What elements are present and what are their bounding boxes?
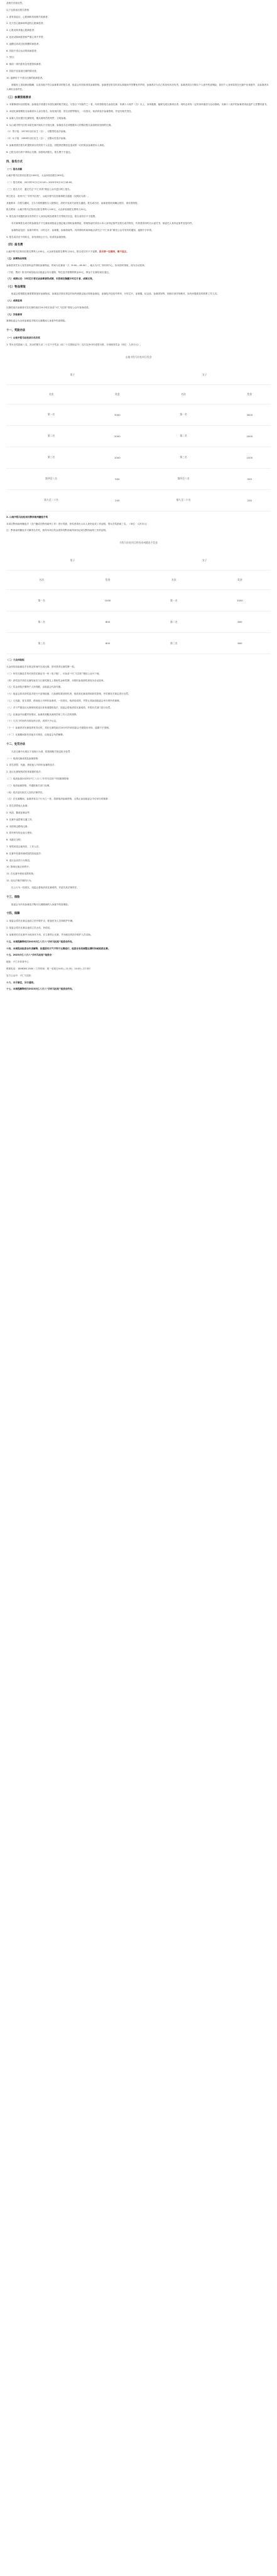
col-female: 女子 bbox=[138, 365, 271, 385]
head-rank: 名次 bbox=[138, 384, 228, 404]
paragraph: 5. 报名选手须提供真实有效的个人身份证明及联系方式等相关信息，报名成功后不予退费。 bbox=[6, 215, 97, 218]
paragraph: 9. 其他不宜参加比赛的情况者。 bbox=[6, 69, 39, 72]
paragraph: （二）大众体验组 bbox=[6, 659, 24, 662]
head-prize: 奖金 bbox=[77, 571, 138, 590]
rank-cell: 第一名 bbox=[6, 404, 96, 425]
prize-cell: 200 bbox=[96, 489, 138, 511]
paragraph: 7. 孕妇； bbox=[6, 56, 16, 59]
paragraph: （七）凡代跑、冒名顶替、借用他人号码布参赛者，一经查实，取消其成绩，并禁止其参加组委会举办的所有赛事。 bbox=[6, 700, 122, 703]
col-male: 男子 bbox=[6, 365, 138, 385]
col-female: 女子 bbox=[138, 551, 271, 571]
paragraph: 十七、本规程解释权归2023兴仁八月八“乡村马拉松”组委会所有。 bbox=[6, 988, 75, 991]
paragraph: 参赛物品包括：参赛号码布、计时芯片、参赛服、参赛指南等。具体领取时间和地点请关注“兴仁体育”微信公众号发布的通知，逾期不予补领。 bbox=[11, 228, 154, 231]
section-heading: 十一、奖励办法 bbox=[6, 329, 26, 333]
prize-cell: 800 bbox=[209, 611, 271, 633]
paragraph: （宁波、黑河）报名时间及地点由组委会另行通知，每位选手需缴纳押金20元，押金于比赛结束后退还。 bbox=[6, 270, 111, 274]
prize-cell: 2000 bbox=[229, 425, 271, 447]
table-row bbox=[6, 447, 271, 468]
paragraph: 组委会将根据比赛需要准备好参赛物品，参赛选手需在规定时间内到指定地点领取参赛包，参赛包内包括号码布、计时芯片、参赛服、纪念品、参赛须知等，领取后请仔细核对，如有问题请及时联系工作人员。 bbox=[11, 293, 219, 296]
items-section bbox=[6, 292, 271, 324]
paragraph: （九）其他事项 bbox=[6, 313, 23, 316]
paragraph: 比赛结束后参赛者可在比赛结束后24小时后登录“兴仁马拉松”微信公众号查询成绩。 bbox=[6, 306, 91, 309]
table-title: 山地半程马拉松项目奖金 bbox=[125, 355, 152, 359]
paragraph: 以下也将延迟报名资格： bbox=[6, 8, 31, 11]
paragraph: 2. 伪造、篡改参赛证件； bbox=[6, 811, 32, 814]
paragraph: （二）报名时间：2023年9月1日12:00—2023年9月12日18:00。 bbox=[6, 181, 74, 184]
paragraph: 2. 违反比赛规则或体育道德的选手； bbox=[6, 771, 43, 774]
paragraph: 十四、本规程由组委会负责解释，如遇恶劣天气不利于比赛进行，组委会有权调整比赛时间或取消比赛。 bbox=[6, 947, 111, 950]
prize-cell: 1000 bbox=[96, 447, 138, 468]
paragraph: 1. 男女各奖励前八名，其余的第九至二十名不予奖金（前二十名领取证书）名次以净计时成绩为准，分别颁发奖金（单位：人民币元）。 bbox=[6, 343, 143, 347]
paragraph: 1. 患有高血压、心脏病和其他相关疾病者； bbox=[6, 15, 50, 18]
paragraph: 参赛者须凭本人有效身份证件领取参赛物品，时间为比赛前一天（9:00—18:00），地点为兴仁市体育中心，如未按时领取，视为自动放弃。 bbox=[6, 264, 147, 267]
paragraph: 8. 赛前一周内患有急性感冒疾病者； bbox=[6, 63, 43, 66]
paragraph: 1. 组委会将在比赛沿途设立医疗救护点，配备医务人员和救护车辆。 bbox=[6, 920, 75, 923]
rank-cell: 第一名 bbox=[6, 590, 77, 611]
paragraph: 本次赛事报名成功的参赛选手于比赛前到组委会指定地点领取参赛物品，领取物品时须出示本人身份证原件及报名成功短信，代领者须同时出示委托书、被委托人身份证原件及复印件。 bbox=[11, 221, 195, 225]
prize-cell: 200 bbox=[229, 489, 271, 511]
paragraph: （八）对于严重违反比赛规则或违反体育道德的选手，组委会将取消其比赛成绩，并报有关部门进行处罚。 bbox=[6, 706, 112, 709]
highlight-text: 报名费一经缴纳，概不退还。 bbox=[99, 250, 129, 254]
paragraph: 4. 从山地半程马拉松本届比赛开始实行分组比赛，参赛选手必须根据本人的情况报名参加相应组别的比赛。 bbox=[6, 123, 113, 126]
section-heading: （四）报名费 bbox=[6, 243, 23, 247]
paragraph: （十）凡关门时间内未到达终点者，成绩不予认定。 bbox=[6, 720, 58, 723]
paragraph: 12. 违反法律法规的行为。 bbox=[6, 879, 33, 882]
paragraph: （一）报名名额 bbox=[6, 167, 23, 170]
paragraph: 其他要求：在报名期间，主办方将根据报名人数情况，适时开放或关闭报名通道。报名成功后，参赛者将收到确认短信，请妥善保管。 bbox=[6, 201, 140, 204]
paragraph: 报名费用：山地半程马拉松项目报名费每人100元，大众体验组报名费每人50元。 bbox=[6, 208, 89, 211]
section-heading: 十三、保险 bbox=[6, 895, 20, 899]
paragraph: （三）报名方式：通过关注“兴仁体育”微信公众号进行网上报名。 bbox=[6, 187, 72, 191]
head-prize: 奖金 bbox=[96, 384, 138, 404]
paragraph: 4. 冠状动脉病患者和严重心律不齐者； bbox=[6, 35, 46, 38]
local-award-section bbox=[6, 515, 271, 533]
section-heading: （三）参赛资格要求 bbox=[6, 96, 31, 100]
paragraph: 4. 未按规定路线比赛； bbox=[6, 825, 30, 828]
intro-section bbox=[6, 1, 271, 92]
paragraph: 1. 本赛事面向全国招募，参赛选手须遵守本届比赛的相关规定。凡符合下列条件之一者，均有资格报名参加比赛：年满十六周岁（含）以上，身体健康，能够完成比赛项目者；同时必须有一定的身体素质与运动基础。未满十八周岁的参赛者须由监护人签署同意书。 bbox=[6, 103, 269, 106]
paragraph: 本项目黔西南州籍选手（含户籍或在黔西南州工作）进行奖励，获奖者须出示本人身份证或工作证明，男女各奖励前三名。（单位：人民币元） bbox=[6, 522, 149, 525]
table-title: 半程马拉松项目黔西南州籍选手奖金 bbox=[119, 541, 158, 545]
eligibility-section bbox=[6, 103, 271, 155]
awards-section bbox=[6, 336, 271, 348]
paragraph: 以上行为一经查实，组委会将取消其比赛成绩，并追究其法律责任。 bbox=[11, 886, 79, 889]
paragraph: 十五、本规程解释权归2023兴仁八月八“乡村马拉松”组委会所有。 bbox=[6, 940, 75, 943]
paragraph: 5. 报名成功后不得转让，如发现转让行为，取消其参赛资格。 bbox=[6, 235, 68, 238]
paragraph: 组委会为所有参赛选手购买比赛期间的人身意外伤害保险。 bbox=[11, 903, 70, 906]
rank-cell: 第二名 bbox=[138, 425, 228, 447]
col-male: 男子 bbox=[6, 551, 138, 571]
paragraph: 2. 山地半程马拉松项目黔西南州籍选手奖 bbox=[6, 515, 48, 518]
paragraph: 1. 冒名顶替、代跑、借用他人号码布参赛的选手； bbox=[6, 764, 57, 767]
paragraph: 山地半程马拉松项目报名费每人100元，大众体验组报名费每人50元，报名成功后不予退费。报名费一经缴纳，概不退还。 bbox=[6, 250, 129, 254]
paragraph: 3. 参赛人员应遵守比赛规则，服从裁判员的判罚，文明参赛。 bbox=[6, 116, 68, 120]
prize-cell: 3000 bbox=[229, 404, 271, 425]
section-heading: （七）物品领取 bbox=[6, 286, 26, 289]
paragraph: 6. 已报名成功者不得转让名额，如需取消报名，报名费不予退还。 bbox=[6, 150, 73, 153]
table-row bbox=[6, 489, 271, 511]
prize-cell: 1000 bbox=[229, 447, 271, 468]
paragraph: 联系电话：18983611560（工作时间：周一至周五9:00—11:30，14:00—17:30） bbox=[6, 967, 92, 970]
table-row bbox=[6, 468, 271, 489]
paragraph: （二）取消参加2023年兴仁八月八“乡村马拉松”中国赛事资格： bbox=[6, 778, 71, 780]
paragraph: （九）比赛途中如遇突发情况，参赛者须服从裁判员和工作人员的指挥。 bbox=[6, 713, 79, 716]
head-rank: 名次 bbox=[6, 384, 96, 404]
paragraph: （十二）比赛期间如有其他未尽事宜，由组委会负责解释。 bbox=[6, 733, 65, 737]
head-prize: 奖金 bbox=[229, 384, 271, 404]
paragraph: （一）取消比赛成绩及参赛资格： bbox=[6, 757, 40, 760]
prize-cell: 1000 bbox=[77, 590, 138, 611]
paragraph: 6. 未跑完全程； bbox=[6, 839, 23, 842]
rank-cell: 第九至二十名 bbox=[6, 489, 96, 511]
head-prize: 奖金 bbox=[209, 571, 271, 590]
paragraph: （四）获奖选手须在比赛结束后当日颁奖典礼上领取奖金和奖牌，未按时参加颁奖者视为自动放弃。 bbox=[6, 679, 106, 682]
closing-section bbox=[6, 940, 271, 992]
rank-cell: 第三名 bbox=[6, 447, 96, 468]
paragraph: 7. 辱骂或攻击裁判员、工作人员； bbox=[6, 845, 41, 848]
paragraph: （2）女子组：1983年以后出生（含），仅限女性选手参赛。 bbox=[6, 137, 68, 140]
paragraph: 3. 参赛者若在比赛中出现身体不适，应立即停止比赛，并向就近的医疗救护人员求助。 bbox=[6, 933, 93, 936]
document-body bbox=[6, 0, 271, 992]
paragraph: 10. 能够用于不适合比赛的疾病患者。 bbox=[6, 76, 45, 79]
head-rank: 名次 bbox=[6, 571, 77, 590]
paragraph: 2. 组委会将在比赛沿途设立饮水站、补给站。 bbox=[6, 927, 52, 930]
paragraph: 山地半程马拉松项目报名1000名，大众体验组报名300名。 bbox=[6, 174, 67, 177]
paragraph: （三）所有完赛选手均可获得完赛证书一份（电子版），可登录“兴仁马拉松”微信公众号下载。 bbox=[6, 672, 102, 675]
paragraph: （四）依法追究相关人员的法律责任。 bbox=[6, 791, 45, 794]
prize-table-2 bbox=[6, 541, 271, 654]
rules-section bbox=[6, 658, 271, 937]
paragraph: （五）奖金须依法缴纳个人所得税，由组委会代扣代缴。 bbox=[6, 686, 63, 689]
rank-cell: 第四至八名 bbox=[6, 468, 96, 489]
paragraph: 9. 违反运动员行为规范； bbox=[6, 859, 32, 862]
paragraph: （1）男子组：1973年以后出生（含），仅限男性选手参赛。 bbox=[6, 130, 68, 133]
table-row bbox=[6, 404, 271, 425]
paragraph: （十一）参赛者对比赛成绩有异议时，须在比赛结束后24小时内向组委会书面提出申诉，逾期不予受理。 bbox=[6, 727, 111, 730]
paragraph: 十五、2023兴仁八月八“乡村马拉松”组委会 bbox=[6, 954, 52, 957]
paragraph: （五）参赛物品领取 bbox=[6, 257, 27, 260]
paragraph: 10. 影响比赛正常秩序； bbox=[6, 866, 31, 869]
section-heading: 十四、保障 bbox=[6, 912, 20, 916]
paragraph: 6. 其他不适合运动的疾病患者； bbox=[6, 49, 39, 52]
paragraph: 大众体验组参赛选手在规定时间内完成比赛，即可获得完赛奖牌一枚。 bbox=[6, 666, 77, 669]
paragraph: 3. 心肌炎和其他心脏病患者； bbox=[6, 29, 36, 32]
paragraph: 5. 将号码布转让他人使用； bbox=[6, 832, 35, 835]
table-row bbox=[6, 425, 271, 447]
paragraph: 8. 比赛中故意冲撞或阻挡其他选手； bbox=[6, 852, 43, 855]
paragraph: 2. 先天性心脏病和风湿性心脏病患者； bbox=[6, 22, 46, 25]
rank-cell: 第一名 bbox=[138, 404, 228, 425]
paragraph: 地址：兴仁市体育中心 bbox=[6, 961, 29, 964]
table-row bbox=[6, 590, 271, 611]
paragraph: 官方公众号：兴仁马拉松 bbox=[6, 974, 31, 977]
prize-table-1 bbox=[6, 355, 271, 511]
paragraph: 凡在比赛中出现以下违规行为者，将按照相关规定给予处罚： bbox=[11, 750, 73, 753]
paragraph: 5. 血糖过高或过低的糖尿病患者； bbox=[6, 42, 41, 45]
registration-section bbox=[6, 167, 271, 220]
paragraph: （一）山地半程马拉松项目名次奖 bbox=[6, 337, 40, 340]
paragraph: 5. 参赛者需在报名时提供真实有效的个人信息，因提供虚假信息造成的一切后果由参赛者本人承担。 bbox=[6, 143, 107, 147]
prize-cell: 2000 bbox=[96, 425, 138, 447]
rank-cell: 第九至二十名 bbox=[138, 489, 228, 511]
prize-cell: 500 bbox=[96, 468, 138, 489]
paragraph: 注：黔西南州籍选手可兼得名次奖，获得本项目奖金须持有黔西南州身份证或在黔西南州工作的证明。 bbox=[6, 529, 108, 532]
rank-cell: 第四至八名 bbox=[138, 468, 228, 489]
table-row bbox=[6, 633, 271, 654]
paragraph: 及相关后续处罚。 bbox=[6, 2, 24, 4]
table-row bbox=[6, 611, 271, 633]
registration-notes bbox=[6, 221, 271, 240]
rank-cell: 第三名 bbox=[138, 633, 209, 654]
prize-cell: 800 bbox=[77, 611, 138, 633]
paragraph: 赛事组委会为全体参赛选手购买比赛期间人身意外伤害保险。 bbox=[6, 320, 68, 323]
paragraph: 11. 在比赛中使用违禁药物； bbox=[6, 873, 36, 876]
rank-cell: 第一名 bbox=[138, 590, 209, 611]
prize-cell: 600 bbox=[77, 633, 138, 654]
paragraph: 十六、未尽事宜，另行通知。 bbox=[6, 981, 36, 984]
prize-cell: 3000 bbox=[96, 404, 138, 425]
rank-cell: 第三名 bbox=[138, 447, 228, 468]
paragraph: （五）在比赛期间，参赛者有以下行为之一者，将被取消参赛资格，且禁止参加组委会今后举办的赛事： bbox=[6, 798, 111, 801]
paragraph: 网上报名：贵州兴仁“乡村马拉松”、山地半程马拉松赛事报名通道（以网站为准）。 bbox=[6, 194, 90, 198]
paragraph: 2. 本届比赛需要报名参赛者本人亲自报名，如发现代报、冒名顶替等情况，一经查实，取消该选手参赛资格，并追究相关责任。 bbox=[6, 109, 134, 113]
paragraph: （六）成绩认定：计时芯片将记录参赛者的成绩，未按规定佩戴计时芯片者，成绩无效。 bbox=[6, 277, 95, 281]
paragraph: 3. 比赛中途搭乘交通工具； bbox=[6, 818, 35, 821]
paragraph: 被疑有上述疾病而隐瞒，以及其他不符合参赛要求的报名者，组委会有权取消其参赛资格。参赛者在报名时须认真阅读并签署免责声明，参赛者应为自己的身体状况负责。参赛者须自行购买个人意外伤害保险，如因个人身体原因在比赛中出现意外，由参赛者本人承担全部责任。 bbox=[6, 83, 269, 91]
rank-cell: 第二名 bbox=[6, 425, 96, 447]
paragraph: 1. 冒名顶替他人参赛； bbox=[6, 805, 30, 808]
paragraph: （六）组委会将对获奖选手进行兴奋剂检测，凡检测结果呈阳性者，取消其比赛成绩和获奖资格，并依照有关规定进行处罚。 bbox=[6, 693, 131, 696]
rank-cell: 第二名 bbox=[6, 611, 77, 633]
rank-cell: 第三名 bbox=[6, 633, 77, 654]
fee-section bbox=[6, 250, 271, 282]
prize-cell: 500 bbox=[229, 468, 271, 489]
paragraph: （八）成绩查询 bbox=[6, 299, 23, 303]
prize-cell: 1000 bbox=[209, 590, 271, 611]
section-heading: 十二、处罚办法 bbox=[6, 742, 26, 746]
prize-cell: 600 bbox=[209, 633, 271, 654]
rank-cell: 第二名 bbox=[138, 611, 209, 633]
paragraph: （三）取消参赛资格，并通报相关部门处理。 bbox=[6, 784, 52, 787]
section-heading: 四、报名方式 bbox=[6, 160, 23, 164]
head-rank: 名次 bbox=[138, 571, 209, 590]
